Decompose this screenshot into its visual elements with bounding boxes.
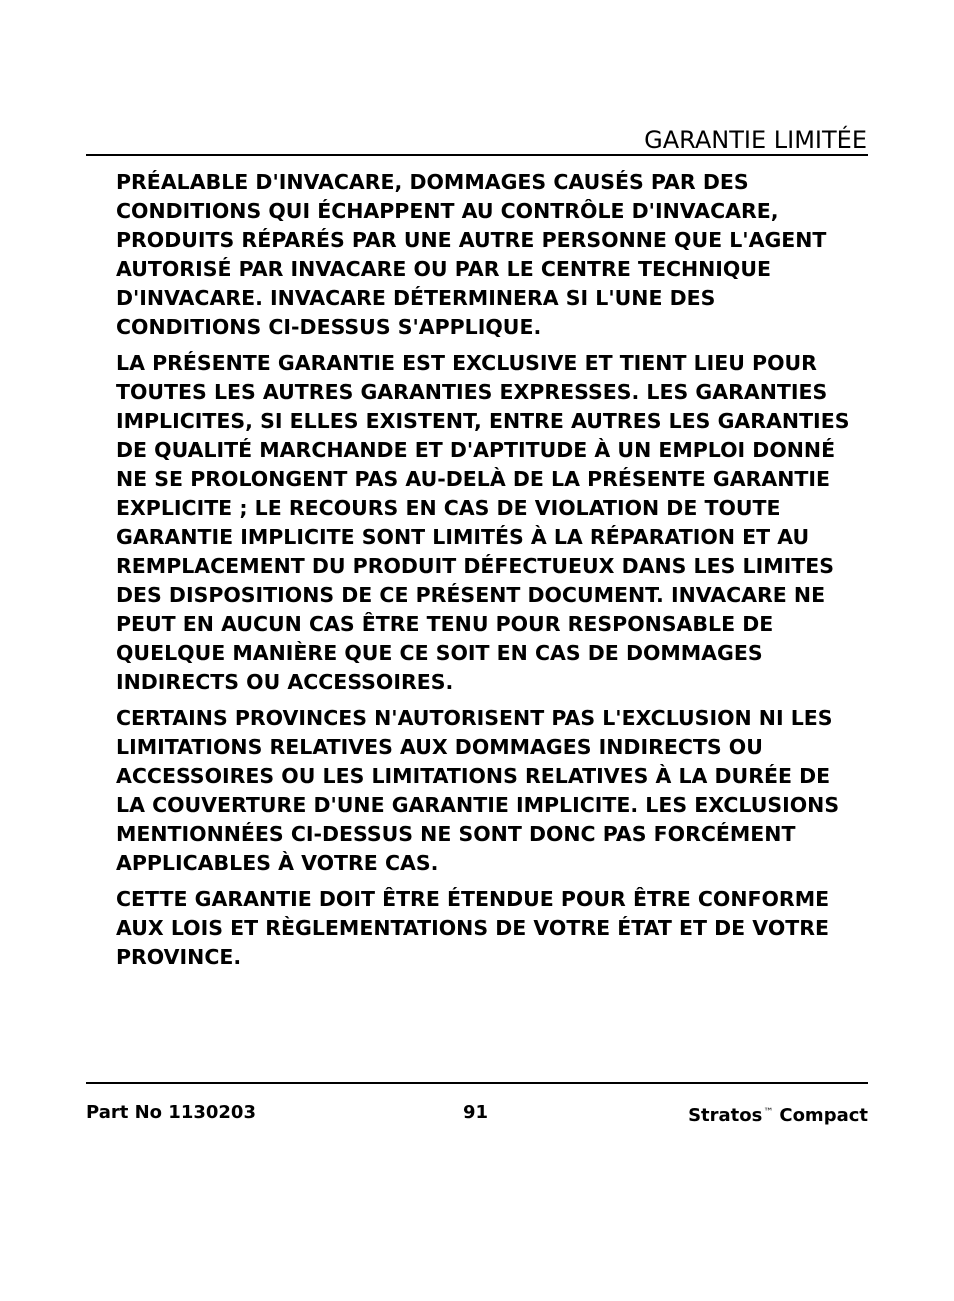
- page-footer: [86, 1099, 868, 1127]
- product-model: Compact: [779, 1105, 868, 1126]
- trademark-symbol: ™: [763, 1107, 774, 1118]
- paragraph-law-conformity: CETTE GARANTIE DOIT ÊTRE ÉTENDUE POUR ÊTRE CONFORME AUX LOIS ET RÈGLEMENTATIONS DE VOTRE ÉTAT ET DE VOTRE PROVINCE.: [116, 887, 830, 969]
- paragraph-exclusive-warranty: LA PRÉSENTE GARANTIE EST EXCLUSIVE ET TIENT LIEU POUR TOUTES LES AUTRES GARANTIES EXPRESSES. LES GARANTIES IMPLICITES, SI ELLES EXISTENT, ENTRE AUTRES LES GARANTIES DE QUALITÉ MARCHANDE ET D'APTITUDE À UN EMPLOI DONNÉ NE SE PROLONGENT PAS AU-DELÀ DE LA PRÉSENTE GARANTIE EXPLICITE ; LE RECOURS EN CAS DE VIOLATION DE TOUTE GARANTIE IMPLICITE SONT LIMITÉS À LA RÉPARATION ET AU REMPLACEMENT DU PRODUIT DÉFECTUEUX DANS LES LIMITES DES DISPOSITIONS DE CE PRÉSENT DOCUMENT. INVACARE NE PEUT EN AUCUN CAS ÊTRE TENU POUR RESPONSABLE DE QUELQUE MANIÈRE QUE CE SOIT EN CAS DE DOMMAGES INDIRECTS OU ACCESSOIRES.: [116, 351, 850, 694]
- header-divider: [86, 154, 868, 156]
- part-number: Part No 1130203: [86, 1102, 256, 1123]
- page-number: 91: [463, 1102, 489, 1123]
- paragraph-exclusions: PRÉALABLE D'INVACARE, DOMMAGES CAUSÉS PAR DES CONDITIONS QUI ÉCHAPPENT AU CONTRÔLE D'INVACARE, PRODUITS RÉPARÉS PAR UNE AUTRE PERSONNE QUE L'AGENT AUTORISÉ PAR INVACARE OU PAR LE CENTRE TECHNIQUE D'INVACARE. INVACARE DÉTERMINERA SI L'UNE DES CONDITIONS CI-DESSUS S'APPLIQUE.: [116, 170, 827, 339]
- paragraph-provincial-limitations: CERTAINS PROVINCES N'AUTORISENT PAS L'EXCLUSION NI LES LIMITATIONS RELATIVES AUX DOMMAGES INDIRECTS OU ACCESSOIRES OU LES LIMITATIONS RELATIVES À LA DURÉE DE LA COUVERTURE D'UNE GARANTIE IMPLICITE. LES EXCLUSIONS MENTIONNÉES CI-DESSUS NE SONT DONC PAS FORCÉMENT APPLICABLES À VOTRE CAS.: [116, 706, 840, 875]
- section-title: GARANTIE LIMITÉE: [644, 126, 867, 154]
- product-title: [688, 1099, 868, 1130]
- product-name: Stratos: [688, 1105, 763, 1126]
- footer-divider: [86, 1082, 868, 1084]
- warranty-text: [116, 168, 856, 979]
